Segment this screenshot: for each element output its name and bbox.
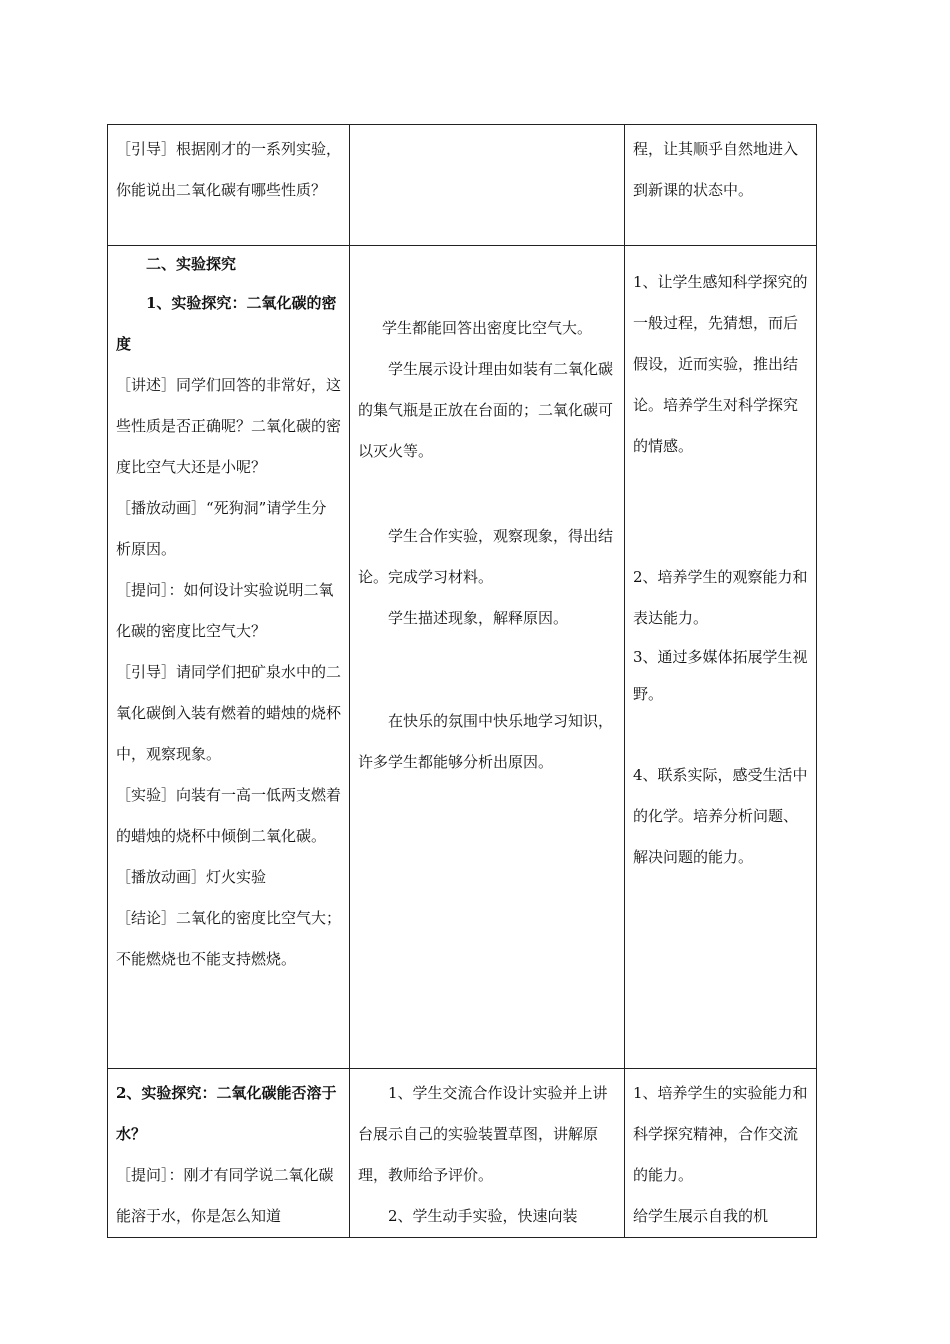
teacher-activity-cell	[108, 125, 350, 246]
lesson-plan-table	[107, 124, 817, 1238]
paragraph: 2、培养学生的观察能力和表达能力。	[633, 568, 808, 627]
paragraph: 学生都能回答出密度比空气大。	[381, 319, 592, 337]
paragraph: 给学生展示自我的机	[633, 1207, 769, 1225]
paragraph: 在快乐的氛围中快乐地学习知识，许多学生都能够分析出原因。	[358, 712, 614, 771]
student-activity-cell	[350, 125, 625, 246]
section-title: 二、实验探究	[146, 255, 237, 273]
teacher-activity-cell	[108, 1069, 350, 1238]
paragraph: ［提问］：刚才有同学说二氧化碳能溶于水，你是怎么知道	[116, 1166, 334, 1225]
paragraph: ［引导］根据刚才的一系列实验，你能说出二氧化碳有哪些性质？	[116, 140, 342, 199]
design-intent-cell	[625, 246, 817, 1069]
paragraph: ［结论］二氧化的密度比空气大；不能燃烧也不能支持燃烧。	[116, 909, 342, 968]
student-activity-cell	[350, 1069, 625, 1238]
table-row	[108, 125, 817, 246]
paragraph: ［讲述］同学们回答的非常好，这些性质是否正确呢？二氧化碳的密度比空气大还是小呢？	[116, 376, 342, 476]
paragraph: ［提问］：如何设计实验说明二氧化碳的密度比空气大？	[116, 581, 334, 640]
design-intent-cell	[625, 1069, 817, 1238]
student-activity-cell	[350, 246, 625, 1069]
table-row	[108, 1069, 817, 1238]
subsection-title: 2、实验探究：二氧化碳能否溶于水？	[116, 1084, 337, 1143]
table-row	[108, 246, 817, 1069]
paragraph: 1、让学生感知科学探究的一般过程，先猜想，而后假设，近而实验，推出结论。培养学生对科学探究的情感。	[633, 273, 808, 455]
paragraph: 4、联系实际，感受生活中的化学。培养分析问题、解决问题的能力。	[633, 766, 808, 866]
paragraph: 2、学生动手实验，快速向装	[388, 1207, 578, 1225]
paragraph: 1、培养学生的实验能力和科学探究精神，合作交流的能力。	[633, 1084, 808, 1184]
paragraph: 学生描述现象，解释原因。	[388, 609, 569, 627]
paragraph: 学生展示设计理由如装有二氧化碳的集气瓶是正放在台面的；二氧化碳可以灭火等。	[358, 360, 614, 460]
paragraph: 学生合作实验，观察现象，得出结论。完成学习材料。	[358, 527, 614, 586]
paragraph: ［实验］向装有一高一低两支燃着的蜡烛的烧杯中倾倒二氧化碳。	[116, 786, 342, 845]
paragraph: 程，让其顺乎自然地进入到新课的状态中。	[633, 140, 799, 199]
design-intent-cell	[625, 125, 817, 246]
paragraph: 1、学生交流合作设计实验并上讲台展示自己的实验装置草图，讲解原理，教师给予评价。	[358, 1084, 608, 1184]
paragraph: 3、通过多媒体拓展学生视野。	[633, 648, 808, 703]
paragraph: ［播放动画］“死狗洞”请学生分析原因。	[116, 499, 327, 558]
subsection-title: 1、实验探究：二氧化碳的密度	[116, 294, 337, 353]
teacher-activity-cell	[108, 246, 350, 1069]
paragraph: ［播放动画］灯火实验	[116, 868, 267, 886]
paragraph: ［引导］请同学们把矿泉水中的二氧化碳倒入装有燃着的蜡烛的烧杯中，观察现象。	[116, 663, 342, 763]
